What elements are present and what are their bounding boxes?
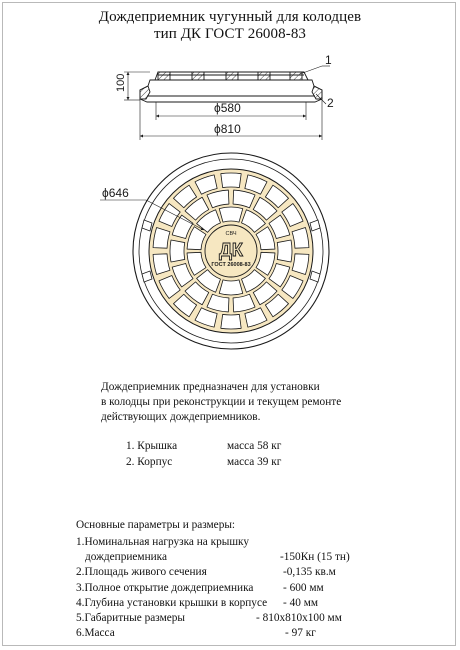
part-mass: масса 39 кг: [227, 456, 282, 468]
part-name: 1. Крышка: [126, 440, 178, 452]
param-value: - 600 мм: [283, 581, 324, 594]
param-row: [76, 550, 376, 565]
grate-slot: [221, 314, 241, 329]
param-row: [76, 535, 376, 550]
param-row: [76, 565, 376, 580]
emblem-standard: ГОСТ 26008-83: [211, 262, 251, 268]
grate-slot: [292, 228, 309, 249]
param-label: 6.Масса: [76, 627, 115, 640]
parameters-list: [76, 518, 376, 641]
parts-list: [126, 438, 346, 470]
param-label: 5.Габаритные размеры: [76, 611, 185, 624]
leader-label-2: 2: [327, 96, 334, 110]
part-name: 2. Корпус: [126, 456, 173, 468]
plan-view: [100, 153, 329, 349]
grate-slot: [292, 254, 309, 275]
param-label: 1.Номинальная нагрузка на крышку: [76, 536, 250, 548]
param-value: - 810x810x100 мм: [256, 611, 342, 624]
grate-slot: [153, 228, 170, 249]
param-value: - 40 мм: [283, 596, 319, 609]
param-value: -0,135 кв.м: [283, 566, 336, 579]
title-line-1: Дождеприемник чугунный для колодцев: [98, 9, 362, 25]
leader-label-1: 1: [325, 53, 332, 67]
param-value: - 97 кг: [285, 627, 316, 640]
description-text: Дождеприемник предназначен для установки в колодцы при реконструкции и текущем ремонте действующих дождеприемников.: [101, 381, 342, 423]
param-label: 3.Полное открытие дождеприемника: [76, 581, 254, 594]
grate-slot: [153, 254, 170, 275]
height-dimension-label: 100: [115, 73, 127, 92]
param-value: -150Кн (15 тн): [280, 551, 350, 564]
title-line-2: тип ДК ГОСТ 26008-83: [153, 26, 307, 42]
inner-diameter-label: ϕ580: [214, 101, 241, 115]
param-row: [76, 611, 376, 626]
grate-slot: [219, 280, 243, 295]
param-label: дождеприемника: [85, 551, 168, 564]
param-row: [76, 596, 376, 611]
part-row-body: [126, 454, 346, 470]
grate-slot: [221, 173, 241, 188]
param-label: 4.Глубина установки крышки в корпусе: [76, 596, 268, 609]
emblem-mark: СВЧ: [225, 231, 237, 237]
outer-diameter-label: ϕ810: [214, 122, 241, 136]
grate-slot: [277, 240, 292, 262]
param-row: [76, 626, 376, 641]
param-row: [76, 581, 376, 596]
parameters-heading: Основные параметры и размеры:: [76, 519, 236, 531]
param-label: 2.Площадь живого сечения: [76, 566, 207, 579]
plan-diameter-label: ϕ646: [102, 186, 129, 200]
emblem-letters: ДК: [219, 240, 243, 260]
part-mass: масса 58 кг: [227, 440, 282, 452]
part-row-lid: [126, 438, 346, 454]
grate-slot: [219, 207, 243, 222]
grate-slot: [170, 240, 185, 262]
